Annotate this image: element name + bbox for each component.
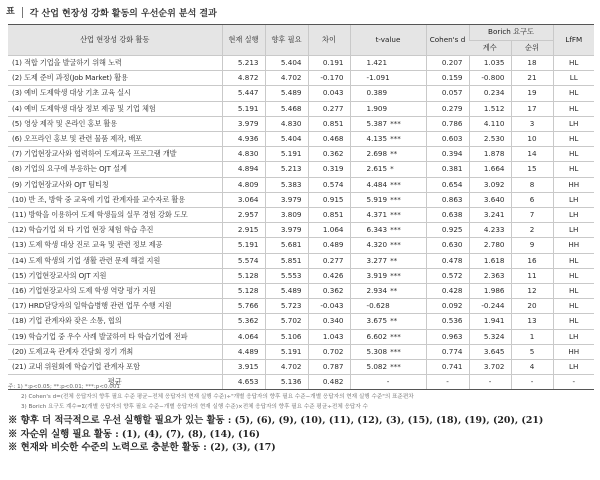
row-diff: 1.064 [308,223,350,238]
tvalue-number: -1.091 [366,73,390,83]
row-tvalue [350,147,426,162]
row-tvalue [350,132,426,147]
table-row [8,223,594,238]
row-current: 2.915 [222,223,265,238]
row-current: 3.915 [222,360,265,375]
row-need: 5.489 [265,284,308,299]
row-current: 5.447 [222,86,265,101]
mean-borich-rank: - [511,375,553,390]
row-need: 5.723 [265,299,308,314]
row-diff: 0.915 [308,192,350,207]
row-cohens-d: 0.057 [426,86,469,101]
row-tvalue [350,284,426,299]
table-row [8,284,594,299]
row-diff: 0.277 [308,101,350,116]
summary-line: ※ 현재와 비슷한 수준의 노력으로 충분한 활동 : (2), (3), (17) [8,442,276,454]
row-borich-rank: 3 [511,116,553,131]
header-borich-score: 계수 [469,40,511,56]
row-borich-score: 5.324 [469,329,511,344]
table-row [8,208,594,223]
row-need: 5.213 [265,162,308,177]
table-row [8,360,594,375]
row-tvalue [350,329,426,344]
row-lfm: HL [553,147,594,162]
row-lfm: LH [553,116,594,131]
table-row [8,147,594,162]
row-current: 4.830 [222,147,265,162]
row-lfm: LH [553,329,594,344]
row-borich-score: 1.618 [469,253,511,268]
row-tvalue [350,253,426,268]
row-current: 5.128 [222,284,265,299]
row-diff: 0.362 [308,284,350,299]
row-cohens-d: 0.863 [426,192,469,207]
row-diff: 0.787 [308,360,350,375]
significance-stars: *** [390,118,401,128]
row-tvalue [350,299,426,314]
row-borich-score: -0.800 [469,71,511,86]
row-activity: (15) 기업현장교사의 OJT 지원 [8,268,222,283]
row-lfm: HL [553,314,594,329]
row-activity: (4) 예비 도제학생 대상 정보 제공 및 기업 체험 [8,101,222,116]
row-activity: (6) 오프라인 홍보 및 관련 물품 제작, 배포 [8,132,222,147]
row-lfm: HL [553,132,594,147]
table-row [8,177,594,192]
row-need: 4.702 [265,71,308,86]
tvalue-number: 2.615 [366,164,388,174]
row-diff: -0.043 [308,299,350,314]
row-borich-score: 2.530 [469,132,511,147]
row-lfm: HL [553,162,594,177]
row-tvalue [350,192,426,207]
row-diff: 0.277 [308,253,350,268]
row-cohens-d: 0.963 [426,329,469,344]
significance-stars: *** [390,362,401,372]
mean-label: 평균 [8,375,222,390]
row-borich-rank: 8 [511,177,553,192]
tvalue-number: 4.371 [366,210,388,220]
row-tvalue [350,71,426,86]
row-lfm: LH [553,208,594,223]
significance-stars: *** [390,346,401,356]
row-current: 2.957 [222,208,265,223]
row-need: 5.851 [265,253,308,268]
row-need: 5.191 [265,344,308,359]
row-activity: (1) 적합 기업을 발굴하기 위해 노력 [8,56,222,71]
priority-table [8,24,594,390]
row-activity: (3) 예비 도제학생 대상 기초 교육 실시 [8,86,222,101]
row-borich-score: 3.645 [469,344,511,359]
significance-stars: ** [390,255,398,265]
row-current: 4.894 [222,162,265,177]
tvalue-number: 4.320 [366,240,388,250]
row-tvalue [350,116,426,131]
row-need: 5.489 [265,86,308,101]
significance-stars: *** [390,194,401,204]
row-lfm: LH [553,360,594,375]
row-need: 5.404 [265,132,308,147]
row-activity: (13) 도제 학생 대상 진로 교육 및 관련 정보 제공 [8,238,222,253]
row-activity: (19) 학습기업 중 우수 사례 발굴하여 타 학습기업에 전파 [8,329,222,344]
row-tvalue [350,177,426,192]
summary-block [8,414,594,455]
row-borich-score: 1.035 [469,56,511,71]
significance-stars: ** [390,286,398,296]
row-diff: 0.340 [308,314,350,329]
significance-stars: *** [390,179,401,189]
row-current: 5.128 [222,268,265,283]
row-cohens-d: 0.741 [426,360,469,375]
row-need: 4.830 [265,116,308,131]
row-lfm: HL [553,253,594,268]
row-diff: 0.191 [308,56,350,71]
caption-title: 각 산업 현장성 강화 활동의 우선순위 분석 결과 [29,8,217,19]
row-tvalue [350,344,426,359]
row-current: 5.213 [222,56,265,71]
header-borich: Borich 요구도 [469,25,553,41]
note-line: 주: 1) *:p<0.05; **:p<0.01; ***:p<0.001 [8,384,120,390]
row-cohens-d: 0.381 [426,162,469,177]
table-row [8,56,594,71]
row-lfm: HL [553,299,594,314]
row-borich-rank: 13 [511,314,553,329]
row-borich-score: 3.241 [469,208,511,223]
significance-stars: *** [390,210,401,220]
significance-stars: * [390,164,394,174]
header-diff: 차이 [308,25,350,56]
mean-lfm: - [553,375,594,390]
row-need: 5.553 [265,268,308,283]
row-diff: -0.170 [308,71,350,86]
row-activity: (8) 기업의 요구에 부응하는 OJT 설계 [8,162,222,177]
row-borich-rank: 5 [511,344,553,359]
table-row [8,344,594,359]
row-diff: 0.426 [308,268,350,283]
row-activity: (17) HRD담당자의 일학습병행 관련 업무 수행 지원 [8,299,222,314]
table-row [8,86,594,101]
significance-stars: ** [390,316,398,326]
tvalue-number: 1.909 [366,103,388,113]
row-activity: (12) 학습기업 외 타 기업 현장 체험 학습 추진 [8,223,222,238]
row-cohens-d: 0.603 [426,132,469,147]
table-row [8,238,594,253]
row-tvalue [350,162,426,177]
row-need: 5.383 [265,177,308,192]
row-lfm: LH [553,192,594,207]
tvalue-number: 5.387 [366,118,388,128]
significance-stars: *** [390,134,401,144]
header-cohens-d: Cohen's d [426,25,469,56]
row-current: 5.362 [222,314,265,329]
row-borich-score: 2.363 [469,268,511,283]
row-activity: (14) 도제 학생의 기업 생활 관련 문제 해결 지원 [8,253,222,268]
row-borich-score: -0.244 [469,299,511,314]
row-diff: 0.574 [308,177,350,192]
tvalue-number: 2.934 [366,286,388,296]
row-activity: (20) 도제교육 관계자 간담회 정기 개최 [8,344,222,359]
row-borich-rank: 7 [511,208,553,223]
row-borich-rank: 4 [511,360,553,375]
table-row [8,162,594,177]
significance-stars: ** [390,149,398,159]
row-need: 5.681 [265,238,308,253]
row-lfm: LL [553,71,594,86]
row-borich-rank: 10 [511,132,553,147]
row-borich-score: 4.110 [469,116,511,131]
significance-stars: *** [390,270,401,280]
header-activity: 산업 현장성 강화 활동 [8,25,222,56]
tvalue-number: 1.421 [366,58,388,67]
row-activity: (7) 기업현장교사와 협력하여 도제교육 프로그램 개발 [8,147,222,162]
row-lfm: LH [553,223,594,238]
table-row [8,192,594,207]
row-current: 3.064 [222,192,265,207]
mean-current: 4.653 [222,375,265,390]
row-activity: (5) 영상 제작 및 온라인 홍보 활용 [8,116,222,131]
row-lfm: HL [553,101,594,116]
row-tvalue [350,314,426,329]
row-tvalue [350,268,426,283]
row-borich-score: 4.233 [469,223,511,238]
row-cohens-d: 0.279 [426,101,469,116]
row-need: 5.468 [265,101,308,116]
table-row [8,253,594,268]
row-need: 3.979 [265,192,308,207]
table-row [8,132,594,147]
table-row [8,71,594,86]
row-borich-rank: 18 [511,56,553,71]
note-line: 3) Borich 요구도 계수=Σ(개별 응답자의 향후 필요 수준−개별 응답자의 현재 실행 수준)×전체 응답자의 향후 필요 수준 평균÷전체 응답자 수 [21,404,368,410]
tvalue-number: 6.602 [366,331,388,341]
row-activity: (18) 기업 관계자와 잦은 소통, 협의 [8,314,222,329]
row-diff: 0.851 [308,208,350,223]
row-tvalue [350,101,426,116]
row-cohens-d: 0.774 [426,344,469,359]
tvalue-number: 3.919 [366,270,388,280]
mean-need: 5.136 [265,375,308,390]
mean-diff: 0.482 [308,375,350,390]
row-borich-rank: 19 [511,86,553,101]
row-borich-score: 3.702 [469,360,511,375]
tvalue-number: 5.308 [366,346,388,356]
row-borich-rank: 15 [511,162,553,177]
row-cohens-d: 0.428 [426,284,469,299]
table-notes [8,382,594,412]
row-cohens-d: 0.207 [426,56,469,71]
tvalue-number: 4.484 [366,179,388,189]
row-activity: (11) 방학을 이용하여 도제 학생들의 실무 경험 강화 도모 [8,208,222,223]
row-borich-score: 2.780 [469,238,511,253]
row-diff: 0.702 [308,344,350,359]
tvalue-number: 4.135 [366,134,388,144]
table-body [8,56,594,390]
table-row [8,116,594,131]
header-lfm: LfFM [553,25,594,56]
row-need: 3.809 [265,208,308,223]
row-lfm: HL [553,56,594,71]
row-tvalue [350,360,426,375]
row-need: 3.979 [265,223,308,238]
row-borich-score: 1.664 [469,162,511,177]
row-borich-rank: 2 [511,223,553,238]
row-tvalue [350,238,426,253]
row-need: 5.106 [265,329,308,344]
tvalue-number: -0.628 [366,301,390,311]
row-diff: 1.043 [308,329,350,344]
table-caption [6,4,217,20]
row-borich-rank: 20 [511,299,553,314]
table-row [8,299,594,314]
row-cohens-d: 0.092 [426,299,469,314]
significance-stars: *** [390,240,401,250]
row-borich-score: 1.878 [469,147,511,162]
row-cohens-d: 0.786 [426,116,469,131]
row-cohens-d: 0.654 [426,177,469,192]
tvalue-number: 3.277 [366,255,388,265]
note-line: 2) Cohen's d=(전체 응답자의 향후 필요 수준 평균−전체 응답자의 현재 실행 수준)÷"개별 응답자의 향후 필요 수준−개별 응답자의 현재 실행 수준"의 표준편차 [21,394,414,400]
row-lfm: HL [553,284,594,299]
significance-stars: *** [390,331,401,341]
row-borich-rank: 1 [511,329,553,344]
tvalue-number: 3.675 [366,316,388,326]
row-need: 4.702 [265,360,308,375]
row-current: 5.766 [222,299,265,314]
row-activity: (2) 도제 준비 과정(Job Market) 활용 [8,71,222,86]
row-current: 5.191 [222,101,265,116]
row-diff: 0.468 [308,132,350,147]
row-borich-rank: 6 [511,192,553,207]
tvalue-number: 6.343 [366,225,388,235]
row-need: 5.404 [265,56,308,71]
header-current: 현재 실행 [222,25,265,56]
row-current: 3.979 [222,116,265,131]
row-borich-rank: 17 [511,101,553,116]
mean-borich-score: - [469,375,511,390]
row-borich-score: 3.092 [469,177,511,192]
row-borich-score: 1.941 [469,314,511,329]
row-borich-score: 1.986 [469,284,511,299]
row-cohens-d: 0.925 [426,223,469,238]
row-current: 4.064 [222,329,265,344]
row-tvalue [350,86,426,101]
row-current: 4.872 [222,71,265,86]
tvalue-number: 0.389 [366,88,388,98]
row-lfm: HL [553,268,594,283]
header-tvalue: t-value [350,25,426,56]
row-diff: 0.362 [308,147,350,162]
row-current: 4.936 [222,132,265,147]
significance-stars: *** [390,225,401,235]
mean-cohens-d: - [426,375,469,390]
table-row [8,329,594,344]
row-activity: (16) 기업현장교사의 도제 학생 역량 평가 지원 [8,284,222,299]
row-diff: 0.489 [308,238,350,253]
header-need: 향후 필요 [265,25,308,56]
row-current: 5.191 [222,238,265,253]
row-diff: 0.851 [308,116,350,131]
row-borich-score: 3.640 [469,192,511,207]
table-row [8,101,594,116]
row-diff: 0.319 [308,162,350,177]
row-activity: (10) 반 조, 방학 중 교육에 기업 관계자를 교수자로 활용 [8,192,222,207]
tvalue-number: 5.082 [366,362,388,372]
row-current: 4.809 [222,177,265,192]
row-tvalue [350,223,426,238]
table-row [8,314,594,329]
row-current: 5.574 [222,253,265,268]
row-lfm: HH [553,344,594,359]
row-tvalue [350,208,426,223]
caption-label: 표 [6,7,23,18]
mean-tvalue: - [350,375,426,390]
row-cohens-d: 0.478 [426,253,469,268]
row-need: 5.191 [265,147,308,162]
row-borich-rank: 11 [511,268,553,283]
row-cohens-d: 0.630 [426,238,469,253]
row-borich-rank: 16 [511,253,553,268]
row-lfm: HH [553,177,594,192]
row-diff: 0.043 [308,86,350,101]
row-current: 4.489 [222,344,265,359]
row-need: 5.702 [265,314,308,329]
row-activity: (9) 기업현장교사와 OJT 팀티칭 [8,177,222,192]
row-borich-score: 0.234 [469,86,511,101]
row-borich-rank: 21 [511,71,553,86]
row-cohens-d: 0.638 [426,208,469,223]
header-borich-rank: 순위 [511,40,553,56]
row-tvalue [350,56,426,71]
tvalue-number: 5.919 [366,194,388,204]
row-borich-rank: 9 [511,238,553,253]
row-borich-rank: 14 [511,147,553,162]
row-borich-score: 1.512 [469,101,511,116]
row-cohens-d: 0.536 [426,314,469,329]
tvalue-number: 2.698 [366,149,388,159]
table-row [8,268,594,283]
row-lfm: HL [553,86,594,101]
summary-line: ※ 향후 더 적극적으로 우선 실행할 필요가 있는 활동 : (5), (6), (9), (10), (11), (12), (3), (15), (18), (19), (20), (21) [8,415,544,426]
summary-line: ※ 자순위 실행 필요 활동 : (1), (4), (7), (8), (14), (16) [8,428,260,440]
row-borich-rank: 12 [511,284,553,299]
row-cohens-d: 0.159 [426,71,469,86]
row-cohens-d: 0.394 [426,147,469,162]
row-activity: (21) 교내 위원회에 학습기업 관계자 포함 [8,360,222,375]
row-cohens-d: 0.572 [426,268,469,283]
row-lfm: HH [553,238,594,253]
